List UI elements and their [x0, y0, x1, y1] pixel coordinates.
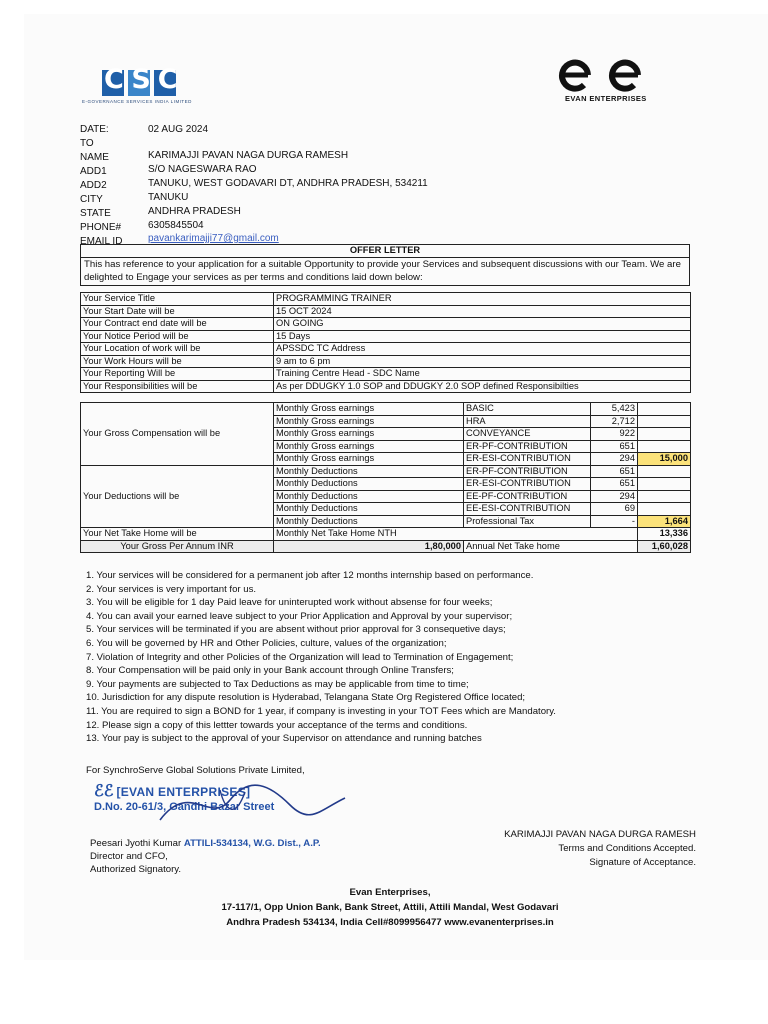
component-type: Monthly Deductions: [274, 490, 464, 503]
component-type: Monthly Deductions: [274, 503, 464, 516]
condition-item: 3. You will be eligible for 1 day Paid leave for uninterupted work without absense for four weeks;: [86, 597, 493, 609]
add2-value: TANUKU, WEST GODAVARI DT, ANDHRA PRADESH, 534211: [148, 178, 428, 189]
phone-label: PHONE#: [80, 222, 122, 233]
table-row: [81, 380, 691, 393]
condition-item: 10. Jurisdiction for any dispute resolution is Hyderabad, Telangana State Org Registered Office located;: [86, 692, 526, 704]
component-name: ER-PF-CONTRIBUTION: [464, 440, 591, 453]
term-label: Your Contract end date will be: [81, 318, 274, 331]
offer-intro-text: This has reference to your application for a suitable Opportunity to provide your Services and subsequent discussions with our Team. We are delighted to Engage your services as per terms and conditions laid down below:: [80, 257, 690, 286]
to-label: TO: [80, 138, 94, 149]
annum-gross-value: 1,80,000: [274, 540, 464, 553]
component-type: Monthly Deductions: [274, 478, 464, 491]
signatory-block: [90, 837, 321, 876]
table-row: [81, 368, 691, 381]
term-label: Your Notice Period will be: [81, 330, 274, 343]
net-amount: 13,336: [638, 528, 691, 541]
component-type: Monthly Deductions: [274, 465, 464, 478]
table-row: [81, 403, 691, 416]
term-value: 15 Days: [274, 330, 691, 343]
component-name: BASIC: [464, 403, 591, 416]
term-value: Training Centre Head - SDC Name: [274, 368, 691, 381]
component-amount: 294: [591, 490, 638, 503]
condition-item: 6. You will be governed by HR and Other Policies, culture, values of the organization;: [86, 637, 447, 649]
acceptance-line2: Signature of Acceptance.: [589, 857, 696, 868]
term-value: APSSDC TC Address: [274, 343, 691, 356]
component-name: EE-ESI-CONTRIBUTION: [464, 503, 591, 516]
empty-cell: [638, 428, 691, 441]
empty-cell: [638, 478, 691, 491]
date-label: DATE:: [80, 124, 109, 135]
offer-title-table: [80, 244, 690, 258]
component-name: EE-PF-CONTRIBUTION: [464, 490, 591, 503]
annum-net-value: 1,60,028: [638, 540, 691, 553]
phone-value: 6305845504: [148, 220, 204, 231]
empty-cell: [638, 415, 691, 428]
table-row: [81, 330, 691, 343]
component-name: HRA: [464, 415, 591, 428]
component-type: Monthly Deductions: [274, 515, 464, 528]
city-label: CITY: [80, 194, 103, 205]
term-value: As per DDUGKY 1.0 SOP and DDUGKY 2.0 SOP defined Responsibilties: [274, 380, 691, 393]
footer-address-line2: Andhra Pradesh 534134, India Cell#8099956477 www.evanenterprises.in: [226, 917, 554, 928]
name-value: KARIMAJJI PAVAN NAGA DURGA RAMESH: [148, 150, 349, 161]
add1-label: ADD1: [80, 166, 107, 177]
component-amount: 651: [591, 440, 638, 453]
term-value: 15 OCT 2024: [274, 305, 691, 318]
add2-label: ADD2: [80, 180, 107, 191]
condition-item: 2. Your services is very important for us.: [86, 583, 257, 595]
conditions-list: [86, 569, 556, 746]
term-label: Your Service Title: [81, 293, 274, 306]
condition-item: 13. Your pay is subject to the approval of your Supervisor on attendance and running batches: [86, 733, 482, 745]
footer-address: [180, 885, 600, 930]
table-row: [81, 465, 691, 478]
empty-cell: [638, 440, 691, 453]
name-label: NAME: [80, 152, 109, 163]
offer-letter-title: OFFER LETTER: [81, 245, 690, 258]
csc-brand-text: CSC: [104, 64, 185, 95]
net-label: Your Net Take Home will be: [81, 528, 274, 541]
component-name: ER-ESI-CONTRIBUTION: [464, 453, 591, 466]
deductions-label: Your Deductions will be: [81, 465, 274, 528]
state-value: ANDHRA PRADESH: [148, 206, 241, 217]
component-name: ER-ESI-CONTRIBUTION: [464, 478, 591, 491]
component-amount: 69: [591, 503, 638, 516]
condition-item: 9. Your payments are subjected to Tax Deductions as may be applicable from time to time;: [86, 678, 469, 690]
condition-item: 11. You are required to sign a BOND for 1 year, if company is investing in your TOT Fees which are Mandatory.: [86, 705, 556, 717]
term-value: PROGRAMMING TRAINER: [274, 293, 691, 306]
component-amount: 2,712: [591, 415, 638, 428]
empty-cell: [638, 490, 691, 503]
term-label: Your Responsibilities will be: [81, 380, 274, 393]
table-row: [81, 528, 691, 541]
table-row: [81, 355, 691, 368]
gross-total: 15,000: [638, 453, 691, 466]
component-amount: -: [591, 515, 638, 528]
table-row: [81, 540, 691, 553]
annum-net-label: Annual Net Take home: [464, 540, 638, 553]
acceptance-block: [504, 828, 696, 870]
component-amount: 651: [591, 478, 638, 491]
condition-item: 12. Please sign a copy of this lettter towards your acceptance of the terms and conditions.: [86, 719, 468, 731]
term-value: ON GOING: [274, 318, 691, 331]
component-type: Monthly Gross earnings: [274, 428, 464, 441]
component-name: ER-PF-CONTRIBUTION: [464, 465, 591, 478]
signer-title: Director and CFO,: [90, 851, 168, 862]
condition-item: 1. Your services will be considered for a permanent job after 12 months internship based on performance.: [86, 570, 534, 581]
term-label: Your Reporting Will be: [81, 368, 274, 381]
evan-brand-text: EVAN ENTERPRISES: [565, 94, 647, 103]
company-sign-line: For SynchroServe Global Solutions Private Limited,: [86, 765, 305, 776]
acceptance-name: KARIMAJJI PAVAN NAGA DURGA RAMESH: [504, 829, 696, 840]
condition-item: 4. You can avail your earned leave subject to your Prior Application and Approval by your supervisor;: [86, 610, 513, 622]
component-amount: 651: [591, 465, 638, 478]
component-amount: 294: [591, 453, 638, 466]
add1-value: S/O NAGESWARA RAO: [148, 164, 257, 175]
email-link[interactable]: pavankarimajji77@gmail.com: [148, 233, 279, 244]
email-label: EMAIL ID: [80, 236, 123, 247]
condition-item: 5. Your services will be terminated if you are absent without prior approval for 3 consequetive days;: [86, 624, 506, 636]
term-label: Your Start Date will be: [81, 305, 274, 318]
table-row: [81, 293, 691, 306]
city-value: TANUKU: [148, 192, 189, 203]
evan-enterprises-logo-icon: [558, 58, 648, 92]
footer-address-line1: 17-117/1, Opp Union Bank, Bank Street, Attili, Attili Mandal, West Godavari: [221, 902, 559, 913]
component-name: Professional Tax: [464, 515, 591, 528]
component-amount: 5,423: [591, 403, 638, 416]
date-value: 02 AUG 2024: [148, 124, 209, 135]
annum-label: Your Gross Per Annum INR: [81, 540, 274, 553]
table-row: [81, 343, 691, 356]
acceptance-line1: Terms and Conditions Accepted.: [558, 843, 696, 854]
empty-cell: [638, 465, 691, 478]
component-type: Monthly Gross earnings: [274, 415, 464, 428]
csc-tagline: E-GOVERNANCE SERVICES INDIA LIMITED: [82, 99, 192, 104]
component-type: Monthly Gross earnings: [274, 440, 464, 453]
handwritten-signature-icon: [150, 780, 350, 830]
table-row: [81, 318, 691, 331]
empty-cell: [638, 503, 691, 516]
footer-company: Evan Enterprises,: [349, 887, 431, 898]
stamp-address-line2: ATTILI-534134, W.G. Dist., A.P.: [183, 838, 321, 849]
signer-role: Authorized Signatory.: [90, 864, 182, 875]
offer-terms-table: [80, 292, 691, 393]
deductions-total: 1,664: [638, 515, 691, 528]
component-amount: 922: [591, 428, 638, 441]
empty-cell: [638, 403, 691, 416]
component-type: Monthly Gross earnings: [274, 453, 464, 466]
component-type: Monthly Gross earnings: [274, 403, 464, 416]
term-label: Your Work Hours will be: [81, 355, 274, 368]
signer-name: Peesari Jyothi Kumar: [90, 838, 182, 849]
gross-label: Your Gross Compensation will be: [81, 403, 274, 466]
compensation-table: [80, 402, 691, 553]
net-type: Monthly Net Take Home NTH: [274, 528, 638, 541]
component-name: CONVEYANCE: [464, 428, 591, 441]
stamp-address-line1: D.No. 20-61/3, Gandhi Bazar Street: [94, 801, 275, 813]
condition-item: 7. Violation of Integrity and other Policies of the Organization will lead to Termination of Engagement;: [86, 651, 514, 663]
term-label: Your Location of work will be: [81, 343, 274, 356]
stamp-name: [EVAN ENTERPRISES]: [116, 785, 251, 799]
term-value: 9 am to 6 pm: [274, 355, 691, 368]
table-row: [81, 305, 691, 318]
condition-item: 8. Your Compensation will be paid only in your Bank account through Online Transfers;: [86, 665, 454, 677]
state-label: STATE: [80, 208, 111, 219]
stamp-logo-icon: ℰℰ: [94, 783, 114, 800]
